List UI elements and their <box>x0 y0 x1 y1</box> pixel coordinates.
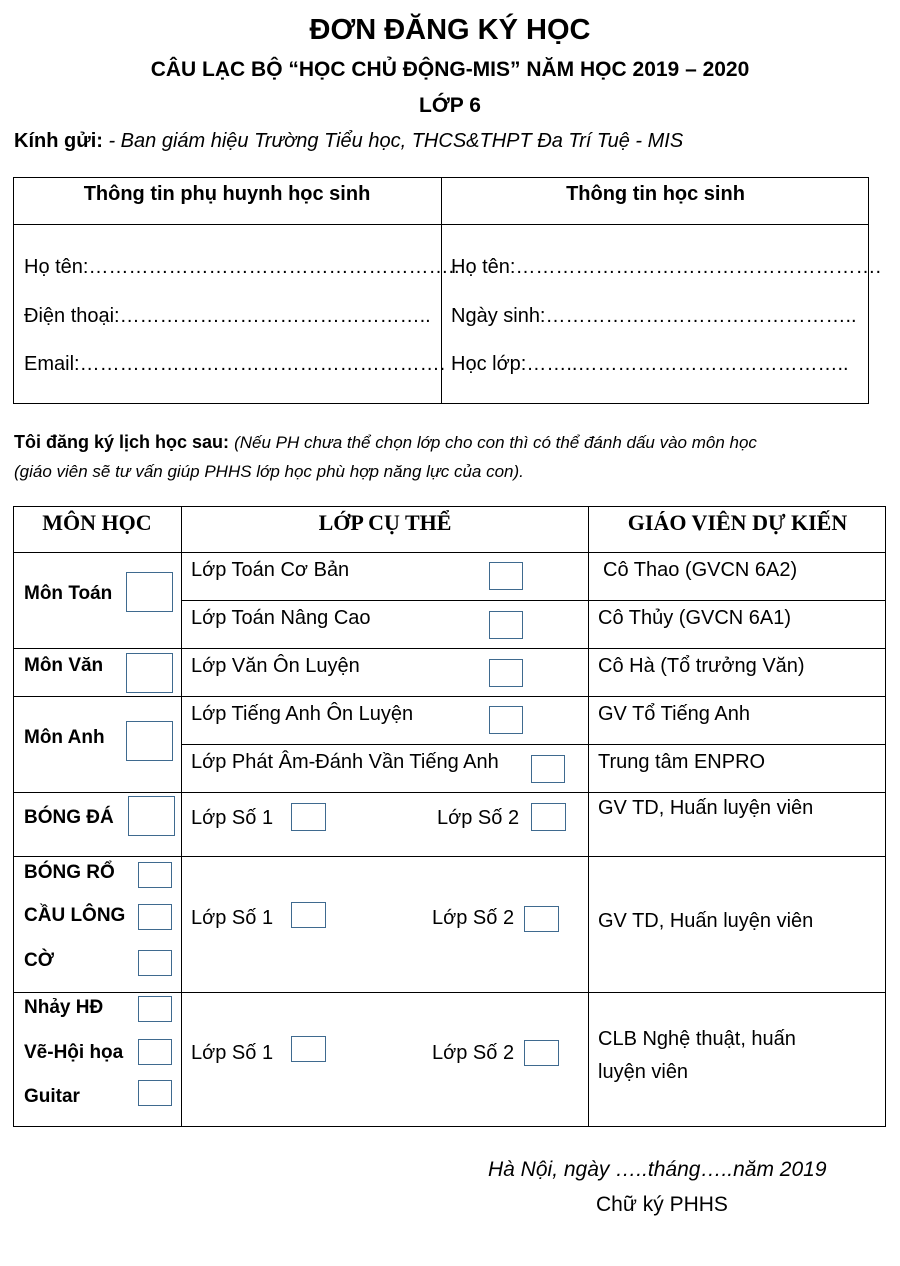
subject-ve-hoi-hoa: Vẽ-Hội họa <box>24 1042 124 1063</box>
register-note-line2: (giáo viên sẽ tư vấn giúp PHHS lớp học phù hợp năng lực của con). <box>14 462 524 481</box>
subject-bong-ro-checkbox[interactable] <box>138 862 172 888</box>
addressee-text: - Ban giám hiệu Trường Tiểu học, THCS&THPT Đa Trí Tuệ - MIS <box>108 130 684 152</box>
art-option2: Lớp Số 2 <box>432 1042 515 1064</box>
page-title: ĐƠN ĐĂNG KÝ HỌC <box>309 14 591 46</box>
teacher-van: Cô Hà (Tổ trưởng Văn) <box>598 655 805 677</box>
subject-co-checkbox[interactable] <box>138 950 172 976</box>
bong-da-option2-checkbox[interactable] <box>531 803 566 831</box>
subject-bong-da: BÓNG ĐÁ <box>24 807 114 828</box>
teacher-art-line1: CLB Nghệ thuật, huấn <box>598 1028 796 1050</box>
teacher-enpro: Trung tâm ENPRO <box>598 751 766 773</box>
bong-da-option2: Lớp Số 2 <box>437 807 520 829</box>
subject-guitar: Guitar <box>24 1086 80 1107</box>
subject-nhay-hd-checkbox[interactable] <box>138 996 172 1022</box>
register-note <box>14 432 757 453</box>
place-date: Hà Nội, ngày …..tháng…..năm 2019 <box>488 1158 827 1181</box>
sport-option1-checkbox[interactable] <box>291 902 326 928</box>
subject-anh-checkbox[interactable] <box>126 721 173 761</box>
addressee <box>14 130 683 153</box>
subject-bong-ro: BÓNG RỔ <box>24 862 115 883</box>
subject-toan: Môn Toán <box>24 583 113 604</box>
subject-toan-checkbox[interactable] <box>126 572 173 612</box>
sport-option1: Lớp Số 1 <box>191 907 274 929</box>
teacher-sport-group: GV TD, Huấn luyện viên <box>598 910 814 932</box>
subject-van: Môn Văn <box>24 655 104 676</box>
subject-cau-long-checkbox[interactable] <box>138 904 172 930</box>
subject-van-checkbox[interactable] <box>126 653 173 693</box>
teacher-art-line2: luyện viên <box>598 1061 689 1083</box>
class-phat-am-checkbox[interactable] <box>531 755 565 783</box>
parent-phone-field[interactable]: Điện thoại:……………………………………….. <box>24 305 431 327</box>
student-info-header: Thông tin học sinh <box>566 183 745 205</box>
student-birthdate-field[interactable]: Ngày sinh:……………………………………….. <box>451 305 857 327</box>
art-option1: Lớp Số 1 <box>191 1042 274 1064</box>
class-toan-nang-cao: Lớp Toán Nâng Cao <box>191 607 371 629</box>
grade-label: LỚP 6 <box>419 94 481 117</box>
teacher-bong-da: GV TD, Huấn luyện viên <box>598 797 814 819</box>
register-note-line1: (Nếu PH chưa thể chọn lớp cho con thì có thể đánh dấu vào môn học <box>234 433 757 452</box>
subject-co: CỜ <box>24 950 54 971</box>
subject-nhay-hd: Nhảy HĐ <box>24 997 104 1018</box>
class-toan-nang-cao-checkbox[interactable] <box>489 611 523 639</box>
class-toan-co-ban: Lớp Toán Cơ Bản <box>191 559 350 581</box>
addressee-label: Kính gửi: <box>14 130 103 152</box>
student-name-field[interactable]: Họ tên:………………………………………………. <box>451 256 882 278</box>
bong-da-option1-checkbox[interactable] <box>291 803 326 831</box>
subject-ve-hoi-hoa-checkbox[interactable] <box>138 1039 172 1065</box>
header-subject: MÔN HỌC <box>42 510 152 535</box>
sport-option2: Lớp Số 2 <box>432 907 515 929</box>
class-van-on-luyen-checkbox[interactable] <box>489 659 523 687</box>
bong-da-option1: Lớp Số 1 <box>191 807 274 829</box>
signature-label: Chữ ký PHHS <box>596 1193 728 1216</box>
subject-cau-long: CẦU LÔNG <box>24 905 126 926</box>
subject-anh: Môn Anh <box>24 727 105 748</box>
class-van-on-luyen: Lớp Văn Ôn Luyện <box>191 655 360 677</box>
class-tieng-anh-on-luyen: Lớp Tiếng Anh Ôn Luyện <box>191 703 414 725</box>
header-class: LỚP CỤ THỂ <box>318 510 452 535</box>
art-option2-checkbox[interactable] <box>524 1040 559 1066</box>
class-tieng-anh-on-luyen-checkbox[interactable] <box>489 706 523 734</box>
header-teacher: GIÁO VIÊN DỰ KIẾN <box>627 510 848 535</box>
teacher-toan-co-ban: Cô Thao (GVCN 6A2) <box>603 559 798 581</box>
teacher-tieng-anh: GV Tổ Tiếng Anh <box>598 703 750 725</box>
parent-name-field[interactable]: Họ tên:……………………………………………….. <box>24 256 460 278</box>
sport-option2-checkbox[interactable] <box>524 906 559 932</box>
parent-email-field[interactable]: Email:………………………………………………. <box>24 353 446 375</box>
page-subtitle: CÂU LẠC BỘ “HỌC CHỦ ĐỘNG-MIS” NĂM HỌC 2019 – 2020 <box>150 58 750 81</box>
register-label: Tôi đăng ký lịch học sau: <box>14 432 230 452</box>
subject-bong-da-checkbox[interactable] <box>128 796 175 836</box>
subject-guitar-checkbox[interactable] <box>138 1080 172 1106</box>
parent-info-header: Thông tin phụ huynh học sinh <box>83 183 371 205</box>
class-toan-co-ban-checkbox[interactable] <box>489 562 523 590</box>
student-class-field[interactable]: Học lớp:……..………………………………….. <box>451 353 849 375</box>
class-phat-am: Lớp Phát Âm-Đánh Vần Tiếng Anh <box>191 751 499 773</box>
teacher-toan-nang-cao: Cô Thủy (GVCN 6A1) <box>598 607 792 629</box>
art-option1-checkbox[interactable] <box>291 1036 326 1062</box>
